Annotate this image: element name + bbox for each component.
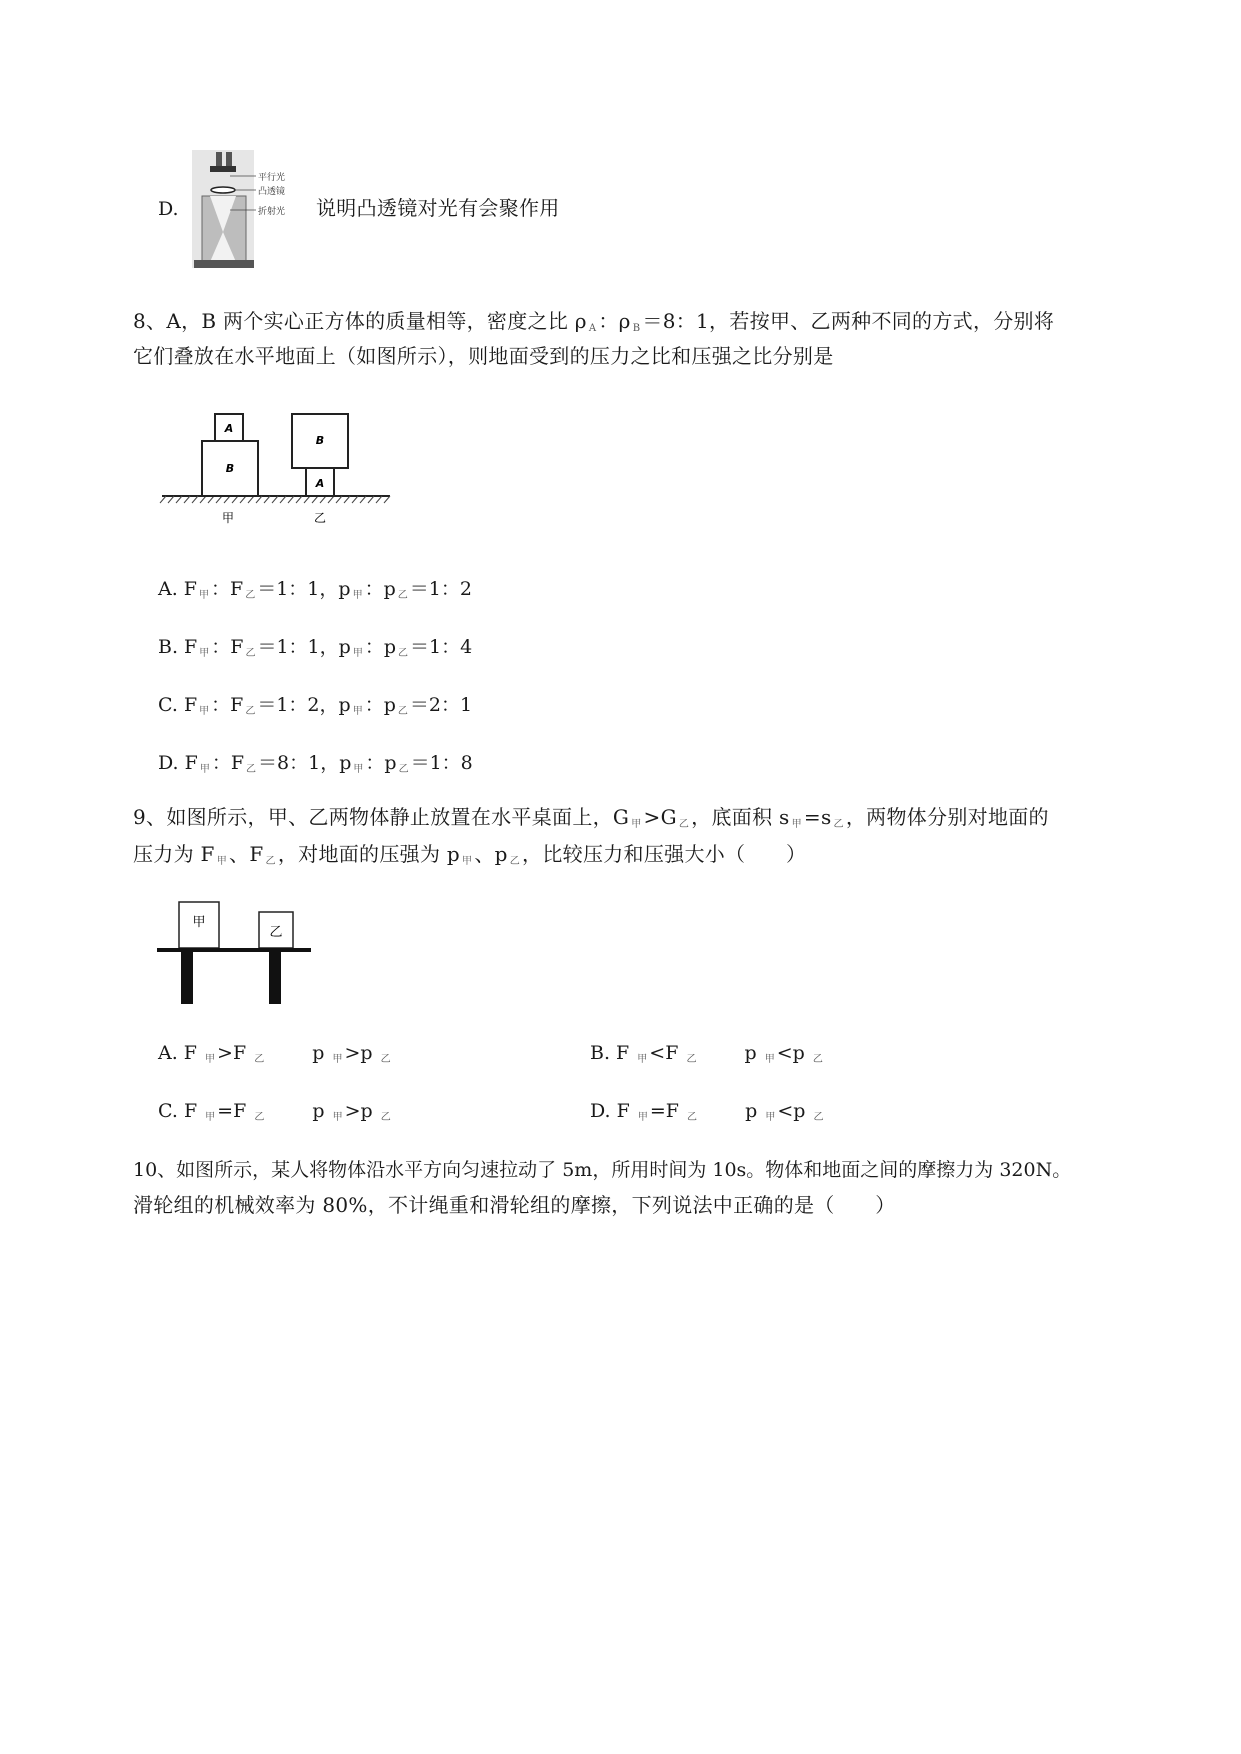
sub-jia: 甲 — [462, 856, 473, 867]
q8-option-b-letter: B. — [158, 636, 179, 658]
q9-option-c-p-op: > — [344, 1100, 361, 1122]
object-jia-label: 甲 — [192, 915, 206, 930]
q9-part: ，底面积 s — [691, 805, 790, 829]
q7-option-d-text: 说明凸透镜对光有会聚作用 — [316, 196, 560, 220]
q8-option-b-f: 1：1 — [276, 636, 320, 658]
sub-yi: 乙 — [265, 856, 276, 867]
label-jia: 甲 — [221, 511, 235, 525]
q9-option-a-p-op: > — [344, 1042, 361, 1064]
q9-stem-line1 — [133, 802, 1049, 840]
table-objects-figure — [155, 898, 315, 1006]
sub-yi: 乙 — [245, 706, 256, 717]
q8-stem-mid: ：ρ — [598, 309, 631, 333]
sub-yi: 乙 — [687, 1112, 698, 1123]
q9-option-d-f-op: = — [649, 1100, 666, 1122]
q8-stem-part2: ＝8：1，若按甲、乙两种不同的方式，分别将 — [642, 309, 1055, 333]
sub-yi: 乙 — [397, 706, 408, 717]
sub-jia: 甲 — [352, 706, 363, 717]
q9-part: 、F — [229, 842, 264, 866]
sub-jia: 甲 — [353, 764, 364, 775]
q9-option-b-letter: B. — [590, 1042, 611, 1064]
sub-jia: 甲 — [199, 706, 210, 717]
sub-yi: 乙 — [686, 1054, 697, 1065]
sub-yi: 乙 — [509, 856, 521, 867]
q9-part: 、p — [474, 842, 508, 866]
sub-yi: 乙 — [398, 764, 409, 775]
q8-option-c-p: 2：1 — [428, 694, 473, 716]
q8-option-d: D. F $_甲$ ：F $_乙$ ＝8：1，p $_甲$ ：p $_乙$ ＝1：8 — [158, 752, 473, 775]
label-refracted-light: 折射光 — [258, 207, 286, 217]
q8-option-b: B. F $_甲$ ：F $_乙$ ＝1：1，p $_甲$ ：p $_乙$ ＝1：4 — [158, 636, 473, 659]
object-yi-label: 乙 — [269, 925, 283, 940]
q9-option-d-p-op: < — [777, 1100, 794, 1122]
jia-cube-a-label: A — [224, 422, 234, 435]
sub-yi: 乙 — [254, 1112, 265, 1123]
sub-jia: 甲 — [637, 1112, 648, 1123]
q9-part: >G — [643, 805, 677, 829]
sub-yi: 乙 — [246, 764, 257, 775]
q7-option-d-letter: D. — [158, 198, 179, 220]
sub-jia: 甲 — [205, 1112, 216, 1123]
convex-lens-figure — [190, 150, 286, 270]
sub-jia: 甲 — [205, 1054, 216, 1065]
table-leg-left — [181, 952, 193, 1004]
yi-cube-b-label: B — [315, 434, 325, 447]
sub-yi: 乙 — [678, 819, 690, 830]
q8-option-a: A. F $_甲$ ：F $_乙$ ＝1：1，p $_甲$ ：p $_乙$ ＝1：2 — [158, 578, 472, 601]
sub-yi: 乙 — [380, 1112, 391, 1123]
sub-jia: 甲 — [764, 1054, 775, 1065]
q9-option-c: C. F $_甲$ =F $_乙$ p $_甲$ >p $_乙$ — [158, 1100, 391, 1123]
sub-jia: 甲 — [791, 819, 802, 830]
q9-part: 9、如图所示，甲、乙两物体静止放置在水平桌面上，G — [133, 805, 630, 829]
q8-option-c: C. F $_甲$ ：F $_乙$ ＝1：2，p $_甲$ ：p $_乙$ ＝2：1 — [158, 694, 473, 717]
q9-part: 压力为 F — [133, 842, 215, 866]
q10-stem-line2: 滑轮组的机械效率为 80%，不计绳重和滑轮组的摩擦，下列说法中正确的是（ ） — [133, 1193, 896, 1217]
q8-option-a-f: 1：1 — [276, 578, 320, 600]
sub-jia: 甲 — [637, 1054, 648, 1065]
sub-jia: 甲 — [199, 648, 210, 659]
q8-option-d-letter: D. — [158, 752, 179, 774]
sub-jia: 甲 — [765, 1112, 776, 1123]
q9-option-d: D. F $_甲$ =F $_乙$ p $_甲$ <p $_乙$ — [590, 1100, 824, 1123]
q9-option-b-f-op: < — [649, 1042, 666, 1064]
yi-cube-a-label: A — [315, 477, 325, 490]
stacked-cubes-figure — [160, 410, 400, 530]
q9-option-b: B. F $_甲$ <F $_乙$ p $_甲$ <p $_乙$ — [590, 1042, 823, 1065]
sub-yi: 乙 — [833, 819, 844, 830]
q9-option-d-letter: D. — [590, 1100, 611, 1122]
q9-option-b-p-op: < — [776, 1042, 793, 1064]
q8-option-c-f: 1：2 — [276, 694, 320, 716]
q9-option-c-letter: C. — [158, 1100, 178, 1122]
sub-yi: 乙 — [397, 590, 408, 601]
table-top — [157, 948, 311, 952]
sub-yi: 乙 — [254, 1054, 265, 1065]
q9-option-a: A. F $_甲$ >F $_乙$ p $_甲$ >p $_乙$ — [158, 1042, 391, 1065]
label-yi: 乙 — [313, 511, 327, 525]
sub-yi: 乙 — [812, 1054, 823, 1065]
sub-jia: 甲 — [332, 1054, 343, 1065]
q9-part: ，两物体分别对地面的 — [845, 805, 1049, 829]
q9-option-c-f-op: = — [217, 1100, 234, 1122]
sub-yi: 乙 — [245, 648, 256, 659]
q8-option-a-letter: A. — [158, 578, 178, 600]
q9-part: ，比较压力和压强大小（ ） — [522, 842, 807, 866]
sub-jia: 甲 — [352, 590, 363, 601]
q8-option-a-p: 1：2 — [428, 578, 472, 600]
jia-cube-b-label: B — [225, 462, 235, 475]
q8-stem-part1: 8、A，B 两个实心正方体的质量相等，密度之比 ρ — [133, 309, 587, 333]
q9-option-a-letter: A. — [158, 1042, 178, 1064]
q8-option-c-letter: C. — [158, 694, 178, 716]
q9-stem-line2 — [133, 839, 806, 877]
sub-jia: 甲 — [352, 648, 363, 659]
sub-yi: 乙 — [245, 590, 256, 601]
sub-jia: 甲 — [332, 1112, 343, 1123]
label-parallel-light: 平行光 — [258, 173, 286, 183]
q8-option-d-f: 8：1 — [277, 752, 321, 774]
table-leg-right — [269, 952, 281, 1004]
q8-sub-a: A — [588, 323, 597, 334]
q9-part: =s — [803, 805, 832, 829]
q8-option-b-p: 1：4 — [429, 636, 473, 658]
q8-stem-line1 — [133, 306, 1054, 344]
q10-stem-line1: 10、如图所示，某人将物体沿水平方向匀速拉动了 5m，所用时间为 10s。物体和地面之间的摩擦力为 320N。 — [133, 1159, 1072, 1181]
sub-yi: 乙 — [397, 648, 408, 659]
sub-jia: 甲 — [199, 590, 209, 601]
q8-stem-line2: 它们叠放在水平地面上（如图所示），则地面受到的压力之比和压强之比分别是 — [133, 344, 834, 368]
q8-option-d-p: 1：8 — [429, 752, 473, 774]
sub-jia: 甲 — [199, 764, 210, 775]
sub-jia: 甲 — [631, 819, 642, 830]
sub-yi: 乙 — [380, 1054, 391, 1065]
q9-option-a-f-op: > — [217, 1042, 233, 1064]
q8-sub-b: B — [632, 323, 641, 334]
label-convex-lens: 凸透镜 — [258, 187, 286, 197]
q9-part: ，对地面的压强为 p — [277, 842, 461, 866]
sub-jia: 甲 — [216, 856, 228, 867]
sub-yi: 乙 — [813, 1112, 824, 1123]
